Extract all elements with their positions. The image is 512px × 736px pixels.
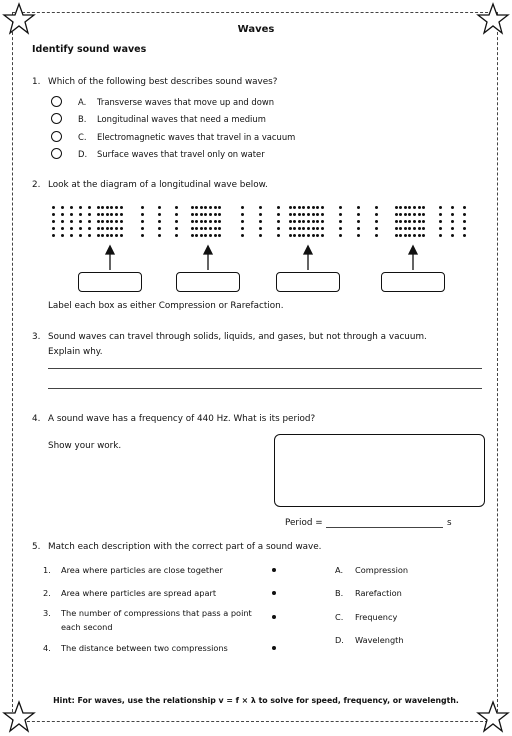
particle-dot <box>375 206 378 209</box>
question-number: 1. <box>32 77 41 87</box>
question-number: 5. <box>32 542 41 552</box>
particle-dot <box>191 213 194 216</box>
particle-dot <box>375 220 378 223</box>
particle-dot <box>200 206 203 209</box>
particle-dot <box>357 213 360 216</box>
particle-dot <box>463 213 466 216</box>
particle-dot <box>312 206 315 209</box>
question-number: 3. <box>32 332 41 342</box>
particle-dot <box>439 227 442 230</box>
particle-dot <box>204 206 207 209</box>
particle-dot <box>79 213 82 216</box>
arrows <box>0 240 512 272</box>
particle-dot <box>293 206 296 209</box>
answer-letter: D. <box>335 635 344 645</box>
particle-dot <box>88 213 91 216</box>
particle-dot <box>120 227 123 230</box>
particle-dot <box>175 206 178 209</box>
particle-dot <box>191 234 194 237</box>
particle-dot <box>110 227 113 230</box>
particle-dot <box>451 206 454 209</box>
particle-dot <box>408 227 411 230</box>
particle-dot <box>321 213 324 216</box>
particle-dot <box>307 206 310 209</box>
particle-dot <box>214 213 217 216</box>
particle-dot <box>298 220 301 223</box>
particle-dot <box>312 227 315 230</box>
description-text-continued: each second <box>61 622 113 632</box>
particle-dot <box>214 234 217 237</box>
answer-text: Wavelength <box>355 635 404 645</box>
particle-dot <box>395 206 398 209</box>
option-text: Electromagnetic waves that travel in a vacuum <box>97 132 296 142</box>
particle-dot <box>97 227 100 230</box>
particle-dot <box>241 227 244 230</box>
particle-dot <box>316 234 319 237</box>
particle-dot <box>158 206 161 209</box>
particle-dot <box>422 206 425 209</box>
particle-dot <box>357 234 360 237</box>
match-dot[interactable] <box>272 568 276 572</box>
particle-dot <box>293 234 296 237</box>
question-text-continued: Explain why. <box>48 347 103 357</box>
particle-dot <box>339 234 342 237</box>
particle-dot <box>101 213 104 216</box>
particle-dot <box>312 220 315 223</box>
particle-dot <box>293 213 296 216</box>
particle-dot <box>195 227 198 230</box>
particle-dot <box>312 213 315 216</box>
particle-dot <box>97 220 100 223</box>
description-text: Area where particles are close together <box>61 565 223 575</box>
particle-dot <box>97 206 100 209</box>
particle-dot <box>413 213 416 216</box>
particle-dot <box>175 213 178 216</box>
particle-dot <box>439 206 442 209</box>
particle-dot <box>61 227 64 230</box>
instruction-text: Label each box as either Compression or Rarefaction. <box>48 301 284 311</box>
particle-dot <box>289 234 292 237</box>
question-text: Which of the following best describes sound waves? <box>48 77 278 87</box>
particle-dot <box>451 213 454 216</box>
particle-dot <box>451 227 454 230</box>
option-letter: D. <box>78 149 88 159</box>
particle-dot <box>259 206 262 209</box>
particle-dot <box>395 234 398 237</box>
particle-dot <box>106 227 109 230</box>
particle-dot <box>97 213 100 216</box>
particle-dot <box>106 213 109 216</box>
particle-dot <box>422 213 425 216</box>
particle-dot <box>88 234 91 237</box>
particle-dot <box>141 206 144 209</box>
label-input-box-3[interactable] <box>276 272 340 292</box>
particle-dot <box>422 220 425 223</box>
particle-dot <box>404 213 407 216</box>
particle-dot <box>158 213 161 216</box>
option-letter: B. <box>78 114 87 124</box>
particle-dot <box>110 234 113 237</box>
particle-dot <box>61 206 64 209</box>
particle-dot <box>115 213 118 216</box>
particle-dot <box>214 220 217 223</box>
label-input-box-2[interactable] <box>176 272 240 292</box>
answer-text: Rarefaction <box>355 588 402 598</box>
label-input-box-1[interactable] <box>78 272 142 292</box>
particle-dot <box>195 220 198 223</box>
particle-dot <box>463 220 466 223</box>
particle-dot <box>357 220 360 223</box>
particle-dot <box>204 213 207 216</box>
period-label: Period = <box>285 518 323 528</box>
particle-dot <box>375 227 378 230</box>
particle-dot <box>463 206 466 209</box>
particle-dot <box>395 213 398 216</box>
particle-dot <box>302 227 305 230</box>
particle-dot <box>88 220 91 223</box>
particle-dot <box>395 220 398 223</box>
star-icon <box>476 700 510 734</box>
particle-dot <box>70 206 73 209</box>
particle-dot <box>195 206 198 209</box>
particle-dot <box>408 213 411 216</box>
period-unit: s <box>447 518 452 528</box>
particle-dot <box>259 220 262 223</box>
particle-dot <box>399 234 402 237</box>
match-dot[interactable] <box>272 615 276 619</box>
particle-dot <box>339 227 342 230</box>
description-number: 3. <box>43 608 51 618</box>
particle-dot <box>277 227 280 230</box>
particle-dot <box>52 220 55 223</box>
particle-dot <box>321 206 324 209</box>
particle-dot <box>316 213 319 216</box>
particle-dot <box>52 227 55 230</box>
match-dot[interactable] <box>272 646 276 650</box>
particle-dot <box>175 220 178 223</box>
particle-dot <box>79 220 82 223</box>
particle-dot <box>52 206 55 209</box>
particle-dot <box>399 206 402 209</box>
answer-text: Compression <box>355 565 409 575</box>
particle-dot <box>404 206 407 209</box>
particle-dot <box>70 220 73 223</box>
particle-dot <box>277 206 280 209</box>
particle-dot <box>321 227 324 230</box>
longitudinal-wave-diagram <box>0 0 512 250</box>
option-text: Longitudinal waves that need a medium <box>97 114 266 124</box>
particle-dot <box>404 220 407 223</box>
particle-dot <box>408 220 411 223</box>
particle-dot <box>209 234 212 237</box>
particle-dot <box>408 234 411 237</box>
particle-dot <box>307 227 310 230</box>
question-text: Match each description with the correct part of a sound wave. <box>48 542 322 552</box>
particle-dot <box>375 234 378 237</box>
particle-dot <box>70 227 73 230</box>
particle-dot <box>399 213 402 216</box>
particle-dot <box>218 220 221 223</box>
particle-dot <box>195 234 198 237</box>
particle-dot <box>61 213 64 216</box>
description-text: The number of compressions that pass a point <box>61 608 252 618</box>
particle-dot <box>79 234 82 237</box>
description-text: The distance between two compressions <box>61 643 228 653</box>
particle-dot <box>101 234 104 237</box>
particle-dot <box>298 213 301 216</box>
particle-dot <box>141 213 144 216</box>
show-work-text: Show your work. <box>48 441 122 451</box>
particle-dot <box>307 234 310 237</box>
particle-dot <box>339 220 342 223</box>
particle-dot <box>70 213 73 216</box>
particle-dot <box>115 206 118 209</box>
particle-dot <box>110 213 113 216</box>
particle-dot <box>214 227 217 230</box>
answer-line[interactable] <box>48 368 482 369</box>
particle-dot <box>204 234 207 237</box>
description-text: Area where particles are spread apart <box>61 588 217 598</box>
particle-dot <box>298 206 301 209</box>
particle-dot <box>312 234 315 237</box>
particle-dot <box>195 213 198 216</box>
particle-dot <box>120 213 123 216</box>
particle-dot <box>321 220 324 223</box>
particle-dot <box>302 220 305 223</box>
particle-dot <box>214 206 217 209</box>
particle-dot <box>191 206 194 209</box>
particle-dot <box>115 234 118 237</box>
question-text: Sound waves can travel through solids, liquids, and gases, but not through a vacuum. <box>48 332 427 342</box>
particle-dot <box>209 206 212 209</box>
question-number: 4. <box>32 414 41 424</box>
particle-dot <box>52 213 55 216</box>
particle-dot <box>88 206 91 209</box>
particle-dot <box>209 227 212 230</box>
particle-dot <box>375 213 378 216</box>
description-number: 2. <box>43 588 51 598</box>
particle-dot <box>302 206 305 209</box>
label-input-box-4[interactable] <box>381 272 445 292</box>
particle-dot <box>241 213 244 216</box>
particle-dot <box>289 220 292 223</box>
particle-dot <box>463 227 466 230</box>
particle-dot <box>302 213 305 216</box>
particle-dot <box>97 234 100 237</box>
option-text: Transverse waves that move up and down <box>97 97 275 107</box>
particle-dot <box>298 234 301 237</box>
particle-dot <box>200 234 203 237</box>
particle-dot <box>218 206 221 209</box>
option-letter: A. <box>78 97 87 107</box>
particle-dot <box>439 213 442 216</box>
particle-dot <box>439 220 442 223</box>
particle-dot <box>289 213 292 216</box>
particle-dot <box>158 234 161 237</box>
particle-dot <box>101 227 104 230</box>
option-letter: C. <box>78 132 87 142</box>
particle-dot <box>209 220 212 223</box>
particle-dot <box>106 220 109 223</box>
particle-dot <box>241 206 244 209</box>
particle-dot <box>175 234 178 237</box>
star-icon <box>2 700 36 734</box>
particle-dot <box>422 227 425 230</box>
particle-dot <box>339 213 342 216</box>
particle-dot <box>413 227 416 230</box>
particle-dot <box>293 220 296 223</box>
particle-dot <box>316 227 319 230</box>
particle-dot <box>339 206 342 209</box>
particle-dot <box>418 206 421 209</box>
answer-letter: A. <box>335 565 344 575</box>
particle-dot <box>101 206 104 209</box>
period-answer-line[interactable] <box>326 527 443 528</box>
page-title: Waves <box>237 24 275 35</box>
particle-dot <box>110 206 113 209</box>
particle-dot <box>413 220 416 223</box>
hint-text: Hint: For waves, use the relationship v = f × λ to solve for speed, frequency, or wavelength. <box>53 696 459 705</box>
particle-dot <box>61 220 64 223</box>
option-text: Surface waves that travel only on water <box>97 149 265 159</box>
particle-dot <box>302 234 305 237</box>
particle-dot <box>158 227 161 230</box>
answer-letter: C. <box>335 612 344 622</box>
description-number: 4. <box>43 643 51 653</box>
particle-dot <box>106 206 109 209</box>
particle-dot <box>293 227 296 230</box>
particle-dot <box>204 227 207 230</box>
particle-dot <box>158 220 161 223</box>
particle-dot <box>141 227 144 230</box>
particle-dot <box>357 227 360 230</box>
question-text: A sound wave has a frequency of 440 Hz. What is its period? <box>48 414 316 424</box>
particle-dot <box>289 206 292 209</box>
match-dot[interactable] <box>272 591 276 595</box>
particle-dot <box>218 234 221 237</box>
particle-dot <box>422 234 425 237</box>
particle-dot <box>175 227 178 230</box>
particle-dot <box>463 234 466 237</box>
answer-line[interactable] <box>48 388 482 389</box>
description-number: 1. <box>43 565 51 575</box>
particle-dot <box>141 220 144 223</box>
particle-dot <box>191 227 194 230</box>
particle-dot <box>408 206 411 209</box>
particle-dot <box>204 220 207 223</box>
work-answer-box[interactable] <box>274 434 485 507</box>
question-number: 2. <box>32 180 41 190</box>
particle-dot <box>404 234 407 237</box>
particle-dot <box>259 213 262 216</box>
particle-dot <box>141 234 144 237</box>
particle-dot <box>413 206 416 209</box>
particle-dot <box>191 220 194 223</box>
particle-dot <box>399 220 402 223</box>
particle-dot <box>259 234 262 237</box>
particle-dot <box>106 234 109 237</box>
particle-dot <box>120 206 123 209</box>
particle-dot <box>218 227 221 230</box>
particle-dot <box>439 234 442 237</box>
particle-dot <box>395 227 398 230</box>
particle-dot <box>418 213 421 216</box>
particle-dot <box>418 227 421 230</box>
particle-dot <box>316 220 319 223</box>
particle-dot <box>413 234 416 237</box>
particle-dot <box>209 213 212 216</box>
particle-dot <box>451 234 454 237</box>
particle-dot <box>307 220 310 223</box>
particle-dot <box>110 220 113 223</box>
particle-dot <box>200 227 203 230</box>
particle-dot <box>451 220 454 223</box>
particle-dot <box>404 227 407 230</box>
particle-dot <box>316 206 319 209</box>
particle-dot <box>200 220 203 223</box>
particle-dot <box>79 227 82 230</box>
particle-dot <box>357 206 360 209</box>
particle-dot <box>61 234 64 237</box>
particle-dot <box>418 234 421 237</box>
particle-dot <box>298 227 301 230</box>
particle-dot <box>289 227 292 230</box>
particle-dot <box>259 227 262 230</box>
answer-letter: B. <box>335 588 344 598</box>
page-subtitle: Identify sound waves <box>32 44 147 55</box>
particle-dot <box>277 220 280 223</box>
particle-dot <box>241 220 244 223</box>
particle-dot <box>277 213 280 216</box>
particle-dot <box>120 234 123 237</box>
particle-dot <box>218 213 221 216</box>
particle-dot <box>399 227 402 230</box>
particle-dot <box>52 234 55 237</box>
particle-dot <box>120 220 123 223</box>
particle-dot <box>241 234 244 237</box>
particle-dot <box>88 227 91 230</box>
particle-dot <box>307 213 310 216</box>
question-text: Look at the diagram of a longitudinal wave below. <box>48 180 268 190</box>
particle-dot <box>115 227 118 230</box>
particle-dot <box>418 220 421 223</box>
particle-dot <box>115 220 118 223</box>
particle-dot <box>101 220 104 223</box>
particle-dot <box>200 213 203 216</box>
answer-text: Frequency <box>355 612 398 622</box>
particle-dot <box>321 234 324 237</box>
particle-dot <box>277 234 280 237</box>
particle-dot <box>70 234 73 237</box>
particle-dot <box>79 206 82 209</box>
